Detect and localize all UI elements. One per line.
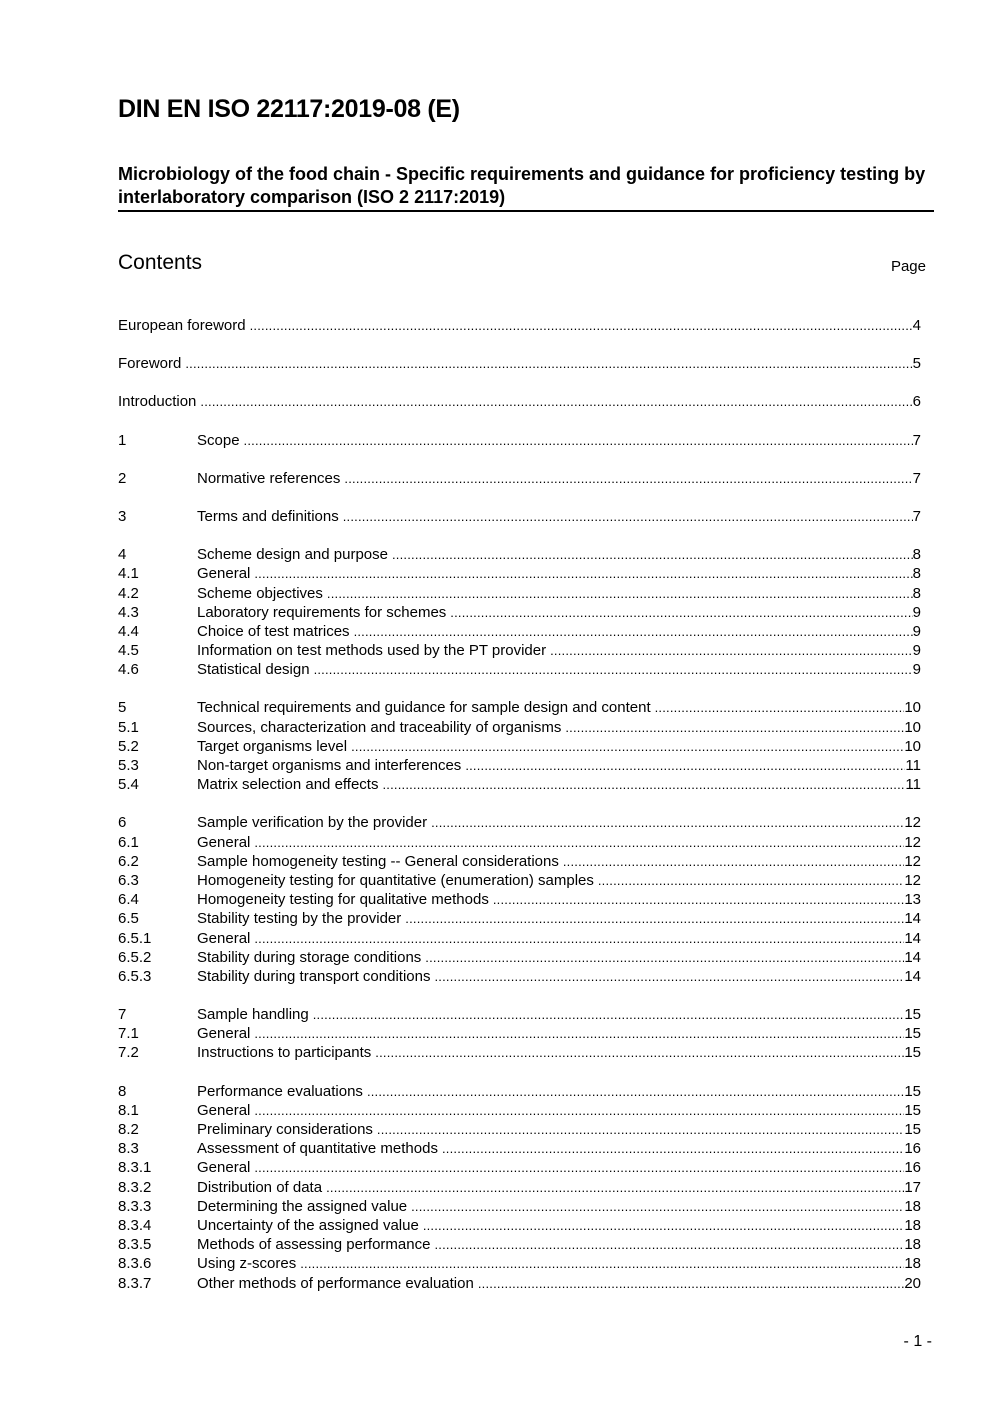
- toc-entry[interactable]: [118, 871, 921, 890]
- toc-entry[interactable]: [118, 431, 921, 450]
- toc-entry-number: 6.4: [118, 891, 139, 909]
- toc-entry-title: European foreword: [118, 317, 246, 334]
- toc-entry[interactable]: [118, 1024, 921, 1043]
- toc-dot-leader: [565, 718, 904, 737]
- toc-entry-number: 8.3: [118, 1140, 139, 1158]
- toc-entry[interactable]: [118, 948, 921, 967]
- toc-entry-page: 18: [904, 1216, 921, 1234]
- toc-entry-page: 15: [904, 1101, 921, 1119]
- toc-entry-title: Information on test methods used by the PT provider: [197, 642, 547, 660]
- toc-entry[interactable]: [118, 1254, 921, 1273]
- toc-entry-title: Homogeneity testing for quantitative (enumeration) samples: [197, 871, 594, 889]
- toc-entry-page: 12: [904, 814, 921, 832]
- toc-entry-title: Stability testing by the provider: [197, 910, 402, 928]
- toc-dot-leader: [254, 833, 904, 852]
- toc-entry-title: Choice of test matrices: [197, 622, 350, 640]
- toc-entry-title: Terms and definitions: [197, 507, 339, 525]
- toc-entry-number: 6.2: [118, 852, 139, 870]
- toc-entry-title: General: [197, 1159, 251, 1177]
- toc-entry-number: 8.3.4: [118, 1216, 152, 1234]
- toc-dot-leader: [655, 698, 905, 717]
- toc-entry-page: 12: [904, 833, 921, 851]
- toc-entry-number: 7.1: [118, 1025, 139, 1043]
- toc-entry[interactable]: [118, 660, 921, 679]
- toc-entry[interactable]: [118, 1235, 921, 1254]
- toc-entry-page: 9: [912, 661, 921, 679]
- toc-entry[interactable]: [118, 775, 921, 794]
- toc-entry-page: 9: [912, 622, 921, 640]
- toc-entry-page: 6: [912, 393, 921, 411]
- toc-entry-title: General: [197, 1025, 251, 1043]
- toc-entry-page: 8: [912, 584, 921, 602]
- toc-entry-number: 2: [118, 469, 127, 487]
- toc-dot-leader: [313, 1005, 905, 1024]
- toc-entry-title: Distribution of data: [197, 1178, 323, 1196]
- toc-entry-number: 8.3.7: [118, 1274, 152, 1292]
- toc-dot-leader: [423, 1216, 905, 1235]
- toc-entry-page: 7: [912, 469, 921, 487]
- toc-entry-number: 1: [118, 431, 127, 449]
- toc-entry[interactable]: [118, 1101, 921, 1120]
- toc-entry[interactable]: [118, 1082, 921, 1101]
- toc-dot-leader: [300, 1254, 904, 1273]
- page-number: - 1 -: [903, 1333, 932, 1350]
- toc-entry-title: Stability during transport conditions: [197, 967, 431, 985]
- toc-dot-leader: [405, 909, 904, 928]
- toc-entry[interactable]: [118, 316, 921, 335]
- toc-entry-number: 6.5.2: [118, 948, 152, 966]
- toc-entry-title: Stability during storage conditions: [197, 948, 422, 966]
- toc-dot-leader: [434, 1235, 904, 1254]
- toc-entry-number: 3: [118, 507, 127, 525]
- toc-entry[interactable]: [118, 718, 921, 737]
- toc-entry-page: 5: [912, 355, 921, 373]
- toc-dot-leader: [351, 737, 904, 756]
- toc-entry-number: 8.3.2: [118, 1178, 152, 1196]
- toc-entry-page: 9: [912, 642, 921, 660]
- toc-entry-page: 10: [904, 737, 921, 755]
- toc-entry-number: 6: [118, 814, 127, 832]
- toc-entry-page: 10: [904, 718, 921, 736]
- toc-entry-number: 4.6: [118, 661, 139, 679]
- toc-entry-page: 16: [904, 1159, 921, 1177]
- toc-dot-leader: [326, 1178, 904, 1197]
- toc-entry[interactable]: [118, 622, 921, 641]
- toc-dot-leader: [465, 756, 905, 775]
- toc-entry-page: 15: [904, 1121, 921, 1138]
- toc-entry-number: 5.4: [118, 776, 139, 794]
- toc-entry-number: 8.3.1: [118, 1159, 152, 1177]
- toc-entry[interactable]: [118, 1158, 921, 1177]
- toc-entry-title: Target organisms level: [197, 737, 348, 755]
- toc-entry-page: 15: [904, 1025, 921, 1043]
- toc-dot-leader: [411, 1197, 904, 1216]
- toc-entry-page: 8: [912, 546, 921, 564]
- toc-entry-number: 6.3: [118, 871, 139, 889]
- toc-entry[interactable]: [118, 1120, 921, 1139]
- toc-entry-page: 18: [904, 1236, 921, 1254]
- toc-entry-page: 11: [905, 757, 921, 774]
- toc-entry-title: Laboratory requirements for schemes: [197, 603, 447, 621]
- toc-entry-number: 8.3.6: [118, 1255, 152, 1273]
- toc-entry-page: 12: [904, 852, 921, 870]
- toc-dot-leader: [382, 775, 905, 794]
- toc-entry-number: 6.1: [118, 833, 139, 851]
- toc-entry-number: 6.5.1: [118, 929, 152, 947]
- toc-dot-leader: [375, 1043, 904, 1062]
- toc-entry[interactable]: [118, 392, 921, 411]
- toc-entry-number: 8.3.5: [118, 1236, 152, 1254]
- toc-dot-leader: [434, 967, 904, 986]
- toc-entry-page: 18: [904, 1255, 921, 1273]
- toc-entry-title: General: [197, 565, 251, 583]
- toc-entry-page: 10: [904, 699, 921, 717]
- toc-entry-title: General: [197, 833, 251, 851]
- toc-entry-page: 15: [904, 1044, 921, 1062]
- toc-entry-number: 6.5: [118, 910, 139, 928]
- toc-entry-title: Normative references: [197, 469, 341, 487]
- toc-entry-page: 15: [904, 1082, 921, 1100]
- toc-entry-number: 5.3: [118, 757, 139, 774]
- toc-dot-leader: [563, 852, 904, 871]
- toc-entry-title: Methods of assessing performance: [197, 1236, 431, 1254]
- toc-dot-leader: [314, 660, 913, 679]
- toc-entry-number: 4.1: [118, 565, 139, 583]
- toc-dot-leader: [327, 584, 913, 603]
- toc-entry[interactable]: [118, 354, 921, 373]
- toc-dot-leader: [478, 1274, 904, 1293]
- toc-entry[interactable]: [118, 641, 921, 660]
- toc-dot-leader: [250, 316, 913, 335]
- toc-dot-leader: [244, 431, 913, 450]
- toc-entry-title: Scheme objectives: [197, 584, 323, 602]
- toc-dot-leader: [442, 1139, 904, 1158]
- toc-entry-title: Homogeneity testing for qualitative methods: [197, 891, 489, 909]
- toc-entry-number: 5.1: [118, 718, 139, 736]
- toc-entry[interactable]: [118, 833, 921, 852]
- toc-entry-page: 14: [904, 948, 921, 966]
- toc-dot-leader: [254, 1024, 904, 1043]
- toc-entry-title: Technical requirements and guidance for sample design and content: [197, 699, 651, 717]
- toc-entry[interactable]: [118, 756, 921, 775]
- toc-entry-page: 18: [904, 1197, 921, 1215]
- toc-entry-number: 8.2: [118, 1121, 139, 1138]
- toc-entry-page: 4: [912, 317, 921, 334]
- toc-entry-title: Sample handling: [197, 1006, 309, 1024]
- toc-entry-page: 13: [904, 891, 921, 909]
- toc-entry-title: General: [197, 929, 251, 947]
- toc-entry[interactable]: [118, 1216, 921, 1235]
- toc-dot-leader: [598, 871, 904, 890]
- toc-dot-leader: [200, 392, 912, 411]
- document-title: DIN EN ISO 22117:2019-08 (E): [118, 95, 460, 123]
- toc-dot-leader: [354, 622, 913, 641]
- toc-entry-number: 4.3: [118, 603, 139, 621]
- toc-entry-title: Performance evaluations: [197, 1082, 363, 1100]
- toc-entry-number: 4.5: [118, 642, 139, 660]
- toc-entry-number: 7.2: [118, 1044, 139, 1062]
- toc-entry[interactable]: [118, 909, 921, 928]
- toc-dot-leader: [550, 641, 913, 660]
- toc-dot-leader: [425, 948, 904, 967]
- toc-entry-title: Scheme design and purpose: [197, 546, 388, 564]
- toc-entry-page: 7: [912, 507, 921, 525]
- toc-dot-leader: [254, 564, 912, 583]
- toc-entry[interactable]: [118, 507, 921, 526]
- toc-dot-leader: [185, 354, 912, 373]
- toc-entry-title: Matrix selection and effects: [197, 776, 379, 794]
- toc-entry-page: 7: [912, 431, 921, 449]
- toc-dot-leader: [254, 1158, 904, 1177]
- toc-entry[interactable]: [118, 564, 921, 583]
- toc-entry-page: 16: [904, 1140, 921, 1158]
- toc-entry-page: 9: [912, 603, 921, 621]
- toc-entry-title: Non-target organisms and interferences: [197, 757, 462, 774]
- toc-entry-number: 5.2: [118, 737, 139, 755]
- toc-dot-leader: [377, 1120, 904, 1139]
- toc-entry-page: 20: [904, 1274, 921, 1292]
- toc-entry-number: 4: [118, 546, 127, 564]
- toc-dot-leader: [450, 603, 912, 622]
- toc-entry-title: Assessment of quantitative methods: [197, 1140, 438, 1158]
- document-subtitle: Microbiology of the food chain - Specific requirements and guidance for proficiency testing by interlaboratory comparison (ISO 2 2117:2019): [118, 164, 926, 207]
- toc-entry-number: 4.2: [118, 584, 139, 602]
- toc-entry-title: Scope: [197, 431, 240, 449]
- title-divider: [118, 210, 934, 212]
- toc-entry[interactable]: [118, 890, 921, 909]
- toc-entry-title: Preliminary considerations: [197, 1121, 373, 1138]
- toc-entry-title: General: [197, 1101, 251, 1119]
- toc-entry[interactable]: [118, 1005, 921, 1024]
- toc-entry[interactable]: [118, 852, 921, 871]
- toc-entry[interactable]: [118, 1178, 921, 1197]
- toc-entry-number: 6.5.3: [118, 967, 152, 985]
- toc-entry-title: Sample homogeneity testing -- General considerations: [197, 852, 559, 870]
- toc-entry-title: Statistical design: [197, 661, 310, 679]
- contents-heading: Contents: [118, 251, 203, 274]
- toc-entry[interactable]: [118, 1043, 921, 1062]
- toc-entry[interactable]: [118, 469, 921, 488]
- toc-dot-leader: [431, 813, 904, 832]
- toc-entry-number: 8.1: [118, 1101, 139, 1119]
- toc-entry-title: Other methods of performance evaluation: [197, 1274, 474, 1292]
- toc-entry-title: Sample verification by the provider: [197, 814, 428, 832]
- toc-entry-page: 11: [905, 776, 921, 794]
- toc-entry-title: Uncertainty of the assigned value: [197, 1216, 419, 1234]
- toc-entry[interactable]: [118, 603, 921, 622]
- toc-dot-leader: [344, 469, 912, 488]
- toc-entry[interactable]: [118, 584, 921, 603]
- toc-entry[interactable]: [118, 737, 921, 756]
- toc-dot-leader: [392, 545, 913, 564]
- table-of-contents: [118, 316, 921, 1293]
- toc-entry-page: 8: [912, 565, 921, 583]
- toc-entry-page: 14: [904, 929, 921, 947]
- toc-dot-leader: [254, 929, 904, 948]
- toc-dot-leader: [493, 890, 904, 909]
- toc-dot-leader: [343, 507, 913, 526]
- toc-entry[interactable]: [118, 698, 921, 717]
- toc-entry-title: Using z-scores: [197, 1255, 297, 1273]
- toc-entry-title: Determining the assigned value: [197, 1197, 408, 1215]
- toc-entry-number: 5: [118, 699, 127, 717]
- toc-entry-number: 7: [118, 1006, 127, 1024]
- toc-entry[interactable]: [118, 545, 921, 564]
- toc-entry[interactable]: [118, 813, 921, 832]
- toc-entry-page: 17: [904, 1178, 921, 1196]
- toc-entry-page: 15: [904, 1006, 921, 1024]
- toc-entry[interactable]: [118, 967, 921, 986]
- toc-entry-page: 14: [904, 910, 921, 928]
- toc-entry-number: 8: [118, 1082, 127, 1100]
- toc-dot-leader: [254, 1101, 904, 1120]
- toc-entry-number: 4.4: [118, 622, 139, 640]
- toc-entry-page: 14: [904, 967, 921, 985]
- toc-entry-title: Introduction: [118, 393, 197, 411]
- toc-entry-number: 8.3.3: [118, 1197, 152, 1215]
- page-column-header: Page: [890, 258, 926, 275]
- toc-entry[interactable]: [118, 1139, 921, 1158]
- toc-entry[interactable]: [118, 929, 921, 948]
- toc-entry-title: Sources, characterization and traceability of organisms: [197, 718, 562, 736]
- toc-entry-title: Foreword: [118, 355, 182, 373]
- toc-entry-page: 12: [904, 871, 921, 889]
- toc-dot-leader: [367, 1082, 904, 1101]
- toc-entry[interactable]: [118, 1274, 921, 1293]
- toc-entry[interactable]: [118, 1197, 921, 1216]
- toc-entry-title: Instructions to participants: [197, 1044, 372, 1062]
